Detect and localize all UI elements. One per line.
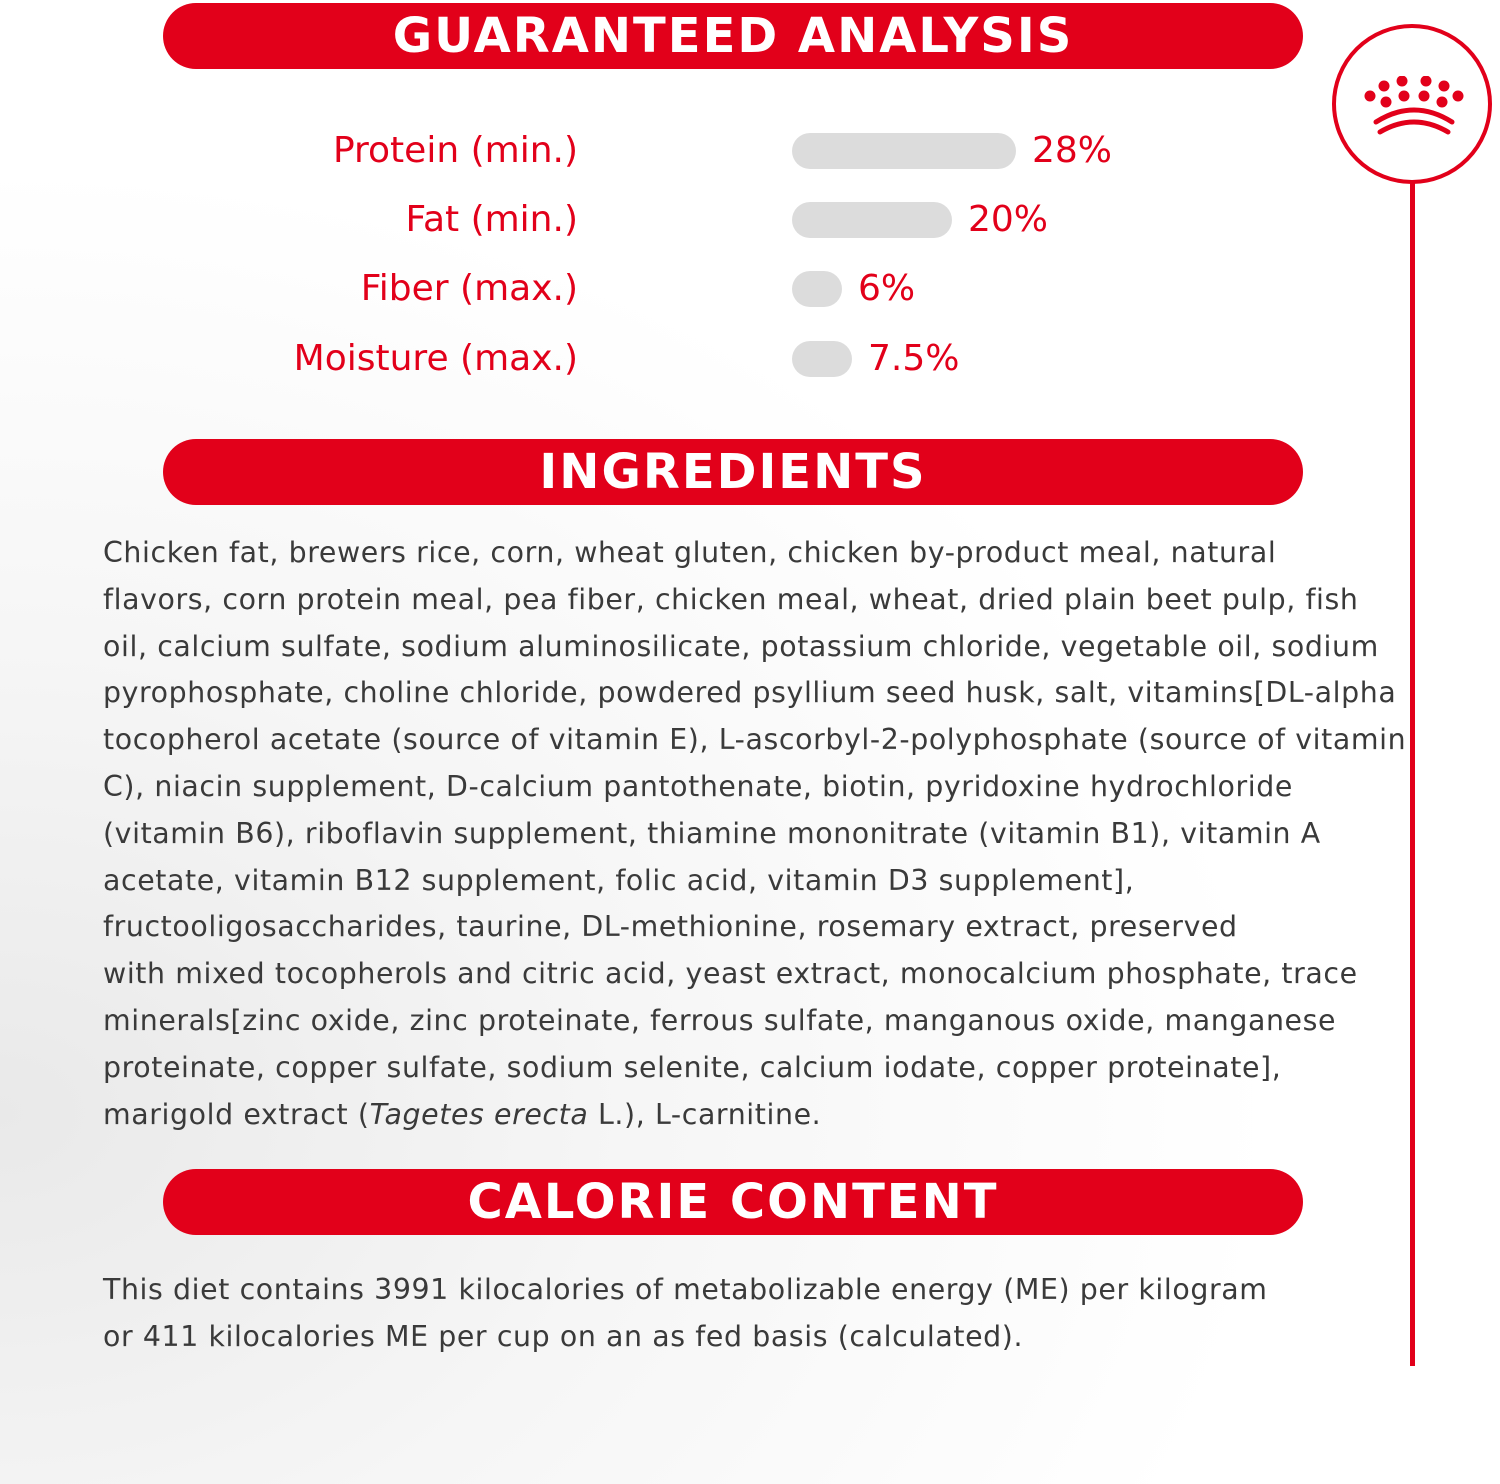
nutrient-bar [792, 341, 852, 377]
ingredients-title: INGREDIENTS [539, 444, 927, 500]
crown-icon [1362, 76, 1466, 140]
nutrient-bar [792, 202, 952, 238]
ingredients-line: fructooligosaccharides, taurine, DL-methionine, rosemary extract, preserved [103, 910, 1238, 944]
ingredients-last-line [103, 1092, 1393, 1139]
calorie-text [103, 1267, 1303, 1361]
ingredients-line: minerals[zinc oxide, zinc proteinate, ferrous sulfate, manganous oxide, manganese [103, 1003, 1337, 1037]
nutrient-row-fat [0, 195, 1300, 245]
calorie-content-banner [163, 1169, 1303, 1235]
nutrient-value: 28% [1032, 130, 1113, 171]
nutrient-value: 20% [968, 199, 1049, 240]
nutrient-label: Protein (min.) [332, 130, 578, 171]
guaranteed-analysis-banner [163, 3, 1303, 69]
logo-vertical-line [1410, 182, 1415, 1366]
calorie-content-title: CALORIE CONTENT [467, 1174, 999, 1230]
ingredients-text [103, 530, 1407, 1138]
calorie-line: This diet contains 3991 kilocalories of metabolizable energy (ME) per kilogram [103, 1273, 1268, 1306]
ingredients-line: oil, calcium sulfate, sodium aluminosilicate, potassium chloride, vegetable oil, sodium [103, 629, 1379, 663]
nutrient-bar [792, 271, 842, 307]
ingredients-line: acetate, vitamin B12 supplement, folic acid, vitamin D3 supplement], [103, 863, 1135, 897]
nutrient-row-protein [0, 126, 1300, 176]
nutrient-row-moisture [0, 334, 1300, 384]
ingredients-last-prefix: marigold extract ( [103, 1097, 370, 1131]
ingredients-italic-species: Tagetes erecta [369, 1097, 589, 1131]
nutrient-label: Moisture (max.) [293, 338, 578, 379]
ingredients-line: flavors, corn protein meal, pea fiber, chicken meal, wheat, dried plain beet pulp, fish [103, 582, 1359, 616]
ingredients-line: (vitamin B6), riboflavin supplement, thiamine mononitrate (vitamin B1), vitamin A [103, 816, 1321, 850]
ingredients-line: pyrophosphate, choline chloride, powdered psyllium seed husk, salt, vitamins[DL-alpha [103, 676, 1397, 710]
ingredients-banner [163, 439, 1303, 505]
nutrient-bar [792, 133, 1016, 169]
brand-logo [1332, 24, 1492, 184]
nutrient-value: 6% [858, 268, 916, 309]
ingredients-line: proteinate, copper sulfate, sodium selenite, calcium iodate, copper proteinate], [103, 1050, 1282, 1084]
nutrient-value: 7.5% [868, 338, 960, 379]
ingredients-line: tocopherol acetate (source of vitamin E), L-ascorbyl-2-polyphosphate (source of vitamin [103, 723, 1407, 757]
ingredients-line: C), niacin supplement, D-calcium pantothenate, biotin, pyridoxine hydrochloride [103, 769, 1293, 803]
nutrient-label: Fiber (max.) [360, 268, 578, 309]
ingredients-line: Chicken fat, brewers rice, corn, wheat gluten, chicken by-product meal, natural [103, 536, 1277, 569]
nutrient-label: Fat (min.) [405, 199, 578, 240]
ingredients-line: with mixed tocopherols and citric acid, yeast extract, monocalcium phosphate, trace [103, 957, 1358, 991]
nutrient-row-fiber [0, 264, 1300, 314]
guaranteed-analysis-title: GUARANTEED ANALYSIS [392, 8, 1074, 64]
ingredients-last-suffix: L.), L-carnitine. [588, 1097, 822, 1131]
calorie-line: or 411 kilocalories ME per cup on an as fed basis (calculated). [103, 1319, 1024, 1353]
